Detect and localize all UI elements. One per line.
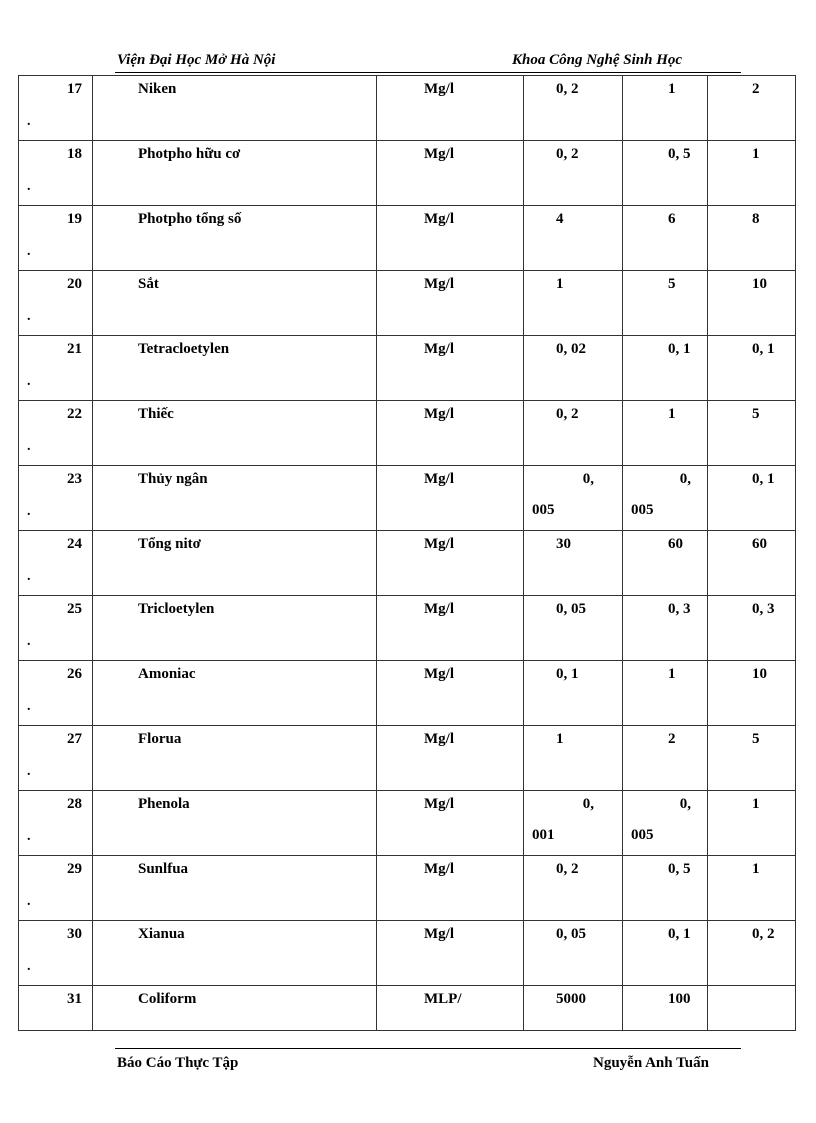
limit-b-cell [623, 206, 708, 271]
report-title: Báo Cáo Thực Tập [117, 1055, 239, 1071]
limit-a-cell [524, 206, 623, 271]
row-number: 21 [67, 341, 82, 357]
unit-value: Mg/l [424, 276, 454, 292]
parameter-cell [93, 206, 377, 271]
limit-a-cell [524, 661, 623, 726]
table-row [19, 726, 796, 791]
limit-a-value: 0, 2 [556, 406, 579, 422]
limit-a-value: 0, 05 [556, 926, 586, 942]
limit-b-cell [623, 531, 708, 596]
limit-c-value: 10 [752, 666, 767, 682]
parameter-name: Sắt [138, 276, 159, 292]
row-number: 31 [67, 991, 82, 1007]
limit-c-cell [708, 466, 796, 531]
row-dot: . [27, 439, 31, 454]
unit-cell [377, 791, 524, 856]
limit-b-cell [623, 271, 708, 336]
unit-cell [377, 726, 524, 791]
limit-b-cell [623, 726, 708, 791]
parameter-name: Amoniac [138, 666, 196, 682]
unit-cell [377, 986, 524, 1031]
limit-b-top: 0, [679, 796, 691, 812]
parameter-name: Thiếc [138, 406, 174, 422]
limit-b-cell [623, 336, 708, 401]
unit-value: Mg/l [424, 666, 454, 682]
row-number: 29 [67, 861, 82, 877]
limit-c-value: 0, 1 [752, 471, 775, 487]
limit-b-value: 0, 3 [668, 601, 691, 617]
limit-b-cell [623, 596, 708, 661]
row-number-cell [19, 661, 93, 726]
row-dot: . [27, 309, 31, 324]
limit-a-cell [524, 401, 623, 466]
table-row [19, 206, 796, 271]
row-number: 26 [67, 666, 82, 682]
table-row [19, 986, 796, 1031]
limit-a-cell [524, 986, 623, 1031]
limit-a-cell [524, 141, 623, 206]
parameter-cell [93, 856, 377, 921]
row-number-cell [19, 401, 93, 466]
limit-a-cell [524, 726, 623, 791]
limit-b-value: 1 [668, 81, 676, 97]
row-number-cell [19, 531, 93, 596]
limit-b-cell [623, 791, 708, 856]
row-number-cell [19, 141, 93, 206]
parameter-cell [93, 726, 377, 791]
unit-value: Mg/l [424, 406, 454, 422]
parameter-cell [93, 336, 377, 401]
unit-value: Mg/l [424, 146, 454, 162]
parameter-cell [93, 986, 377, 1031]
parameter-name: Florua [138, 731, 182, 747]
limit-a-cell [524, 336, 623, 401]
limit-a-top: 0, [582, 796, 594, 812]
limit-b-cell [623, 856, 708, 921]
limit-c-cell [708, 401, 796, 466]
limit-b-value: 0, 1 [668, 926, 691, 942]
row-number-cell [19, 466, 93, 531]
parameter-name: Tổng nitơ [138, 536, 201, 552]
limit-b-value: 60 [668, 536, 683, 552]
unit-value: Mg/l [424, 601, 454, 617]
limit-b-top: 0, [679, 471, 691, 487]
limit-c-value: 1 [752, 861, 760, 877]
unit-cell [377, 921, 524, 986]
parameter-name: Photpho tổng số [138, 211, 242, 227]
limit-b-value: 2 [668, 731, 676, 747]
row-dot: . [27, 569, 31, 584]
limit-b-value: 100 [668, 991, 691, 1007]
limit-b-cell [623, 921, 708, 986]
limit-c-cell [708, 856, 796, 921]
table-row [19, 141, 796, 206]
page-header [115, 50, 741, 73]
limit-a-top: 0, [582, 471, 594, 487]
row-number-cell [19, 271, 93, 336]
row-number: 22 [67, 406, 82, 422]
limit-a-value: 1 [556, 731, 564, 747]
row-number: 25 [67, 601, 82, 617]
row-dot: . [27, 504, 31, 519]
row-dot: . [27, 829, 31, 844]
limit-b-cell [623, 76, 708, 141]
limit-b-value: 1 [668, 406, 676, 422]
table-row [19, 336, 796, 401]
unit-cell [377, 856, 524, 921]
row-number: 24 [67, 536, 82, 552]
row-number: 18 [67, 146, 82, 162]
unit-cell [377, 206, 524, 271]
row-number-cell [19, 336, 93, 401]
row-dot: . [27, 894, 31, 909]
limit-a-value: 0, 1 [556, 666, 579, 682]
limit-b-cell [623, 661, 708, 726]
parameter-cell [93, 76, 377, 141]
parameter-cell [93, 791, 377, 856]
parameter-name: Sunlfua [138, 861, 189, 877]
table-row [19, 531, 796, 596]
limit-b-value: 0, 1 [668, 341, 691, 357]
limit-c-cell [708, 271, 796, 336]
limit-c-cell [708, 986, 796, 1031]
limit-c-value: 5 [752, 406, 760, 422]
limit-c-cell [708, 661, 796, 726]
row-number-cell [19, 986, 93, 1031]
row-number: 19 [67, 211, 82, 227]
table-row [19, 596, 796, 661]
unit-value: Mg/l [424, 536, 454, 552]
limit-c-cell [708, 596, 796, 661]
row-dot: . [27, 764, 31, 779]
limit-a-cell [524, 76, 623, 141]
limit-a-cell [524, 596, 623, 661]
limit-c-cell [708, 726, 796, 791]
limit-a-value: 0, 2 [556, 861, 579, 877]
limit-c-value: 60 [752, 536, 767, 552]
institution-name: Viện Đại Học Mở Hà Nội [117, 52, 276, 68]
row-number: 30 [67, 926, 82, 942]
row-dot: . [27, 244, 31, 259]
limit-b-cell [623, 466, 708, 531]
limit-c-value: 5 [752, 731, 760, 747]
unit-value: Mg/l [424, 796, 454, 812]
row-number-cell [19, 726, 93, 791]
row-number-cell [19, 206, 93, 271]
parameter-name: Tetracloetylen [138, 341, 230, 357]
parameter-name: Niken [138, 81, 177, 97]
limit-a-bottom: 005 [532, 502, 555, 518]
limit-c-cell [708, 336, 796, 401]
limit-c-cell [708, 921, 796, 986]
table-row [19, 921, 796, 986]
limit-a-value: 1 [556, 276, 564, 292]
row-number-cell [19, 76, 93, 141]
limit-c-value: 2 [752, 81, 760, 97]
parameter-name: Coliform [138, 991, 197, 1007]
table-row [19, 856, 796, 921]
unit-cell [377, 141, 524, 206]
limit-b-value: 1 [668, 666, 676, 682]
limit-c-cell [708, 531, 796, 596]
department-name: Khoa Công Nghệ Sinh Học [512, 52, 683, 68]
unit-value: Mg/l [424, 471, 454, 487]
parameter-cell [93, 271, 377, 336]
parameter-cell [93, 531, 377, 596]
limit-b-value: 0, 5 [668, 861, 691, 877]
unit-value: MLP/ [424, 991, 462, 1007]
limit-c-value: 0, 2 [752, 926, 775, 942]
limit-c-value: 8 [752, 211, 760, 227]
row-dot: . [27, 179, 31, 194]
limit-a-value: 0, 02 [556, 341, 586, 357]
row-number-cell [19, 791, 93, 856]
limit-b-value: 5 [668, 276, 676, 292]
parameter-name: Thủy ngân [138, 471, 208, 487]
limit-a-bottom: 001 [532, 827, 555, 843]
parameter-cell [93, 141, 377, 206]
table-row [19, 76, 796, 141]
row-number-cell [19, 596, 93, 661]
parameter-name: Xianua [138, 926, 185, 942]
parameter-cell [93, 661, 377, 726]
limit-b-cell [623, 141, 708, 206]
limit-a-cell [524, 856, 623, 921]
row-number: 23 [67, 471, 82, 487]
unit-value: Mg/l [424, 861, 454, 877]
limit-a-cell [524, 791, 623, 856]
table-row [19, 791, 796, 856]
limit-a-value: 4 [556, 211, 564, 227]
limit-a-value: 0, 2 [556, 81, 579, 97]
unit-value: Mg/l [424, 211, 454, 227]
row-number: 20 [67, 276, 82, 292]
limit-c-value: 1 [752, 146, 760, 162]
row-dot: . [27, 374, 31, 389]
limit-c-cell [708, 141, 796, 206]
unit-value: Mg/l [424, 341, 454, 357]
limit-b-bottom: 005 [631, 827, 654, 843]
limit-c-cell [708, 206, 796, 271]
table-row [19, 466, 796, 531]
unit-cell [377, 76, 524, 141]
parameter-name: Tricloetylen [138, 601, 215, 617]
table-row [19, 401, 796, 466]
standards-table [18, 75, 796, 1031]
limit-b-value: 0, 5 [668, 146, 691, 162]
limit-b-cell [623, 401, 708, 466]
row-dot: . [27, 959, 31, 974]
unit-value: Mg/l [424, 731, 454, 747]
row-number: 27 [67, 731, 82, 747]
limit-b-value: 6 [668, 211, 676, 227]
limit-a-value: 0, 2 [556, 146, 579, 162]
parameter-name: Phenola [138, 796, 190, 812]
limit-a-cell [524, 271, 623, 336]
parameter-cell [93, 596, 377, 661]
row-number-cell [19, 921, 93, 986]
parameter-cell [93, 921, 377, 986]
limit-a-value: 5000 [556, 991, 586, 1007]
limit-a-cell [524, 531, 623, 596]
unit-value: Mg/l [424, 926, 454, 942]
author-name: Nguyễn Anh Tuấn [593, 1055, 709, 1071]
limit-c-value: 0, 3 [752, 601, 775, 617]
row-number-cell [19, 856, 93, 921]
limit-c-value: 10 [752, 276, 767, 292]
row-dot: . [27, 114, 31, 129]
limit-a-value: 30 [556, 536, 571, 552]
table-row [19, 661, 796, 726]
row-number: 17 [67, 81, 82, 97]
unit-cell [377, 401, 524, 466]
limit-c-cell [708, 791, 796, 856]
limit-c-cell [708, 76, 796, 141]
limit-a-cell [524, 921, 623, 986]
row-dot: . [27, 634, 31, 649]
unit-cell [377, 466, 524, 531]
unit-cell [377, 596, 524, 661]
row-number: 28 [67, 796, 82, 812]
limit-c-value: 1 [752, 796, 760, 812]
limit-a-value: 0, 05 [556, 601, 586, 617]
limit-a-cell [524, 466, 623, 531]
parameter-cell [93, 466, 377, 531]
parameter-cell [93, 401, 377, 466]
limit-c-value: 0, 1 [752, 341, 775, 357]
parameter-name: Photpho hữu cơ [138, 146, 241, 162]
unit-cell [377, 661, 524, 726]
unit-cell [377, 336, 524, 401]
unit-cell [377, 271, 524, 336]
unit-value: Mg/l [424, 81, 454, 97]
limit-b-bottom: 005 [631, 502, 654, 518]
page-footer [115, 1048, 741, 1071]
limit-b-cell [623, 986, 708, 1031]
row-dot: . [27, 699, 31, 714]
table-row [19, 271, 796, 336]
unit-cell [377, 531, 524, 596]
